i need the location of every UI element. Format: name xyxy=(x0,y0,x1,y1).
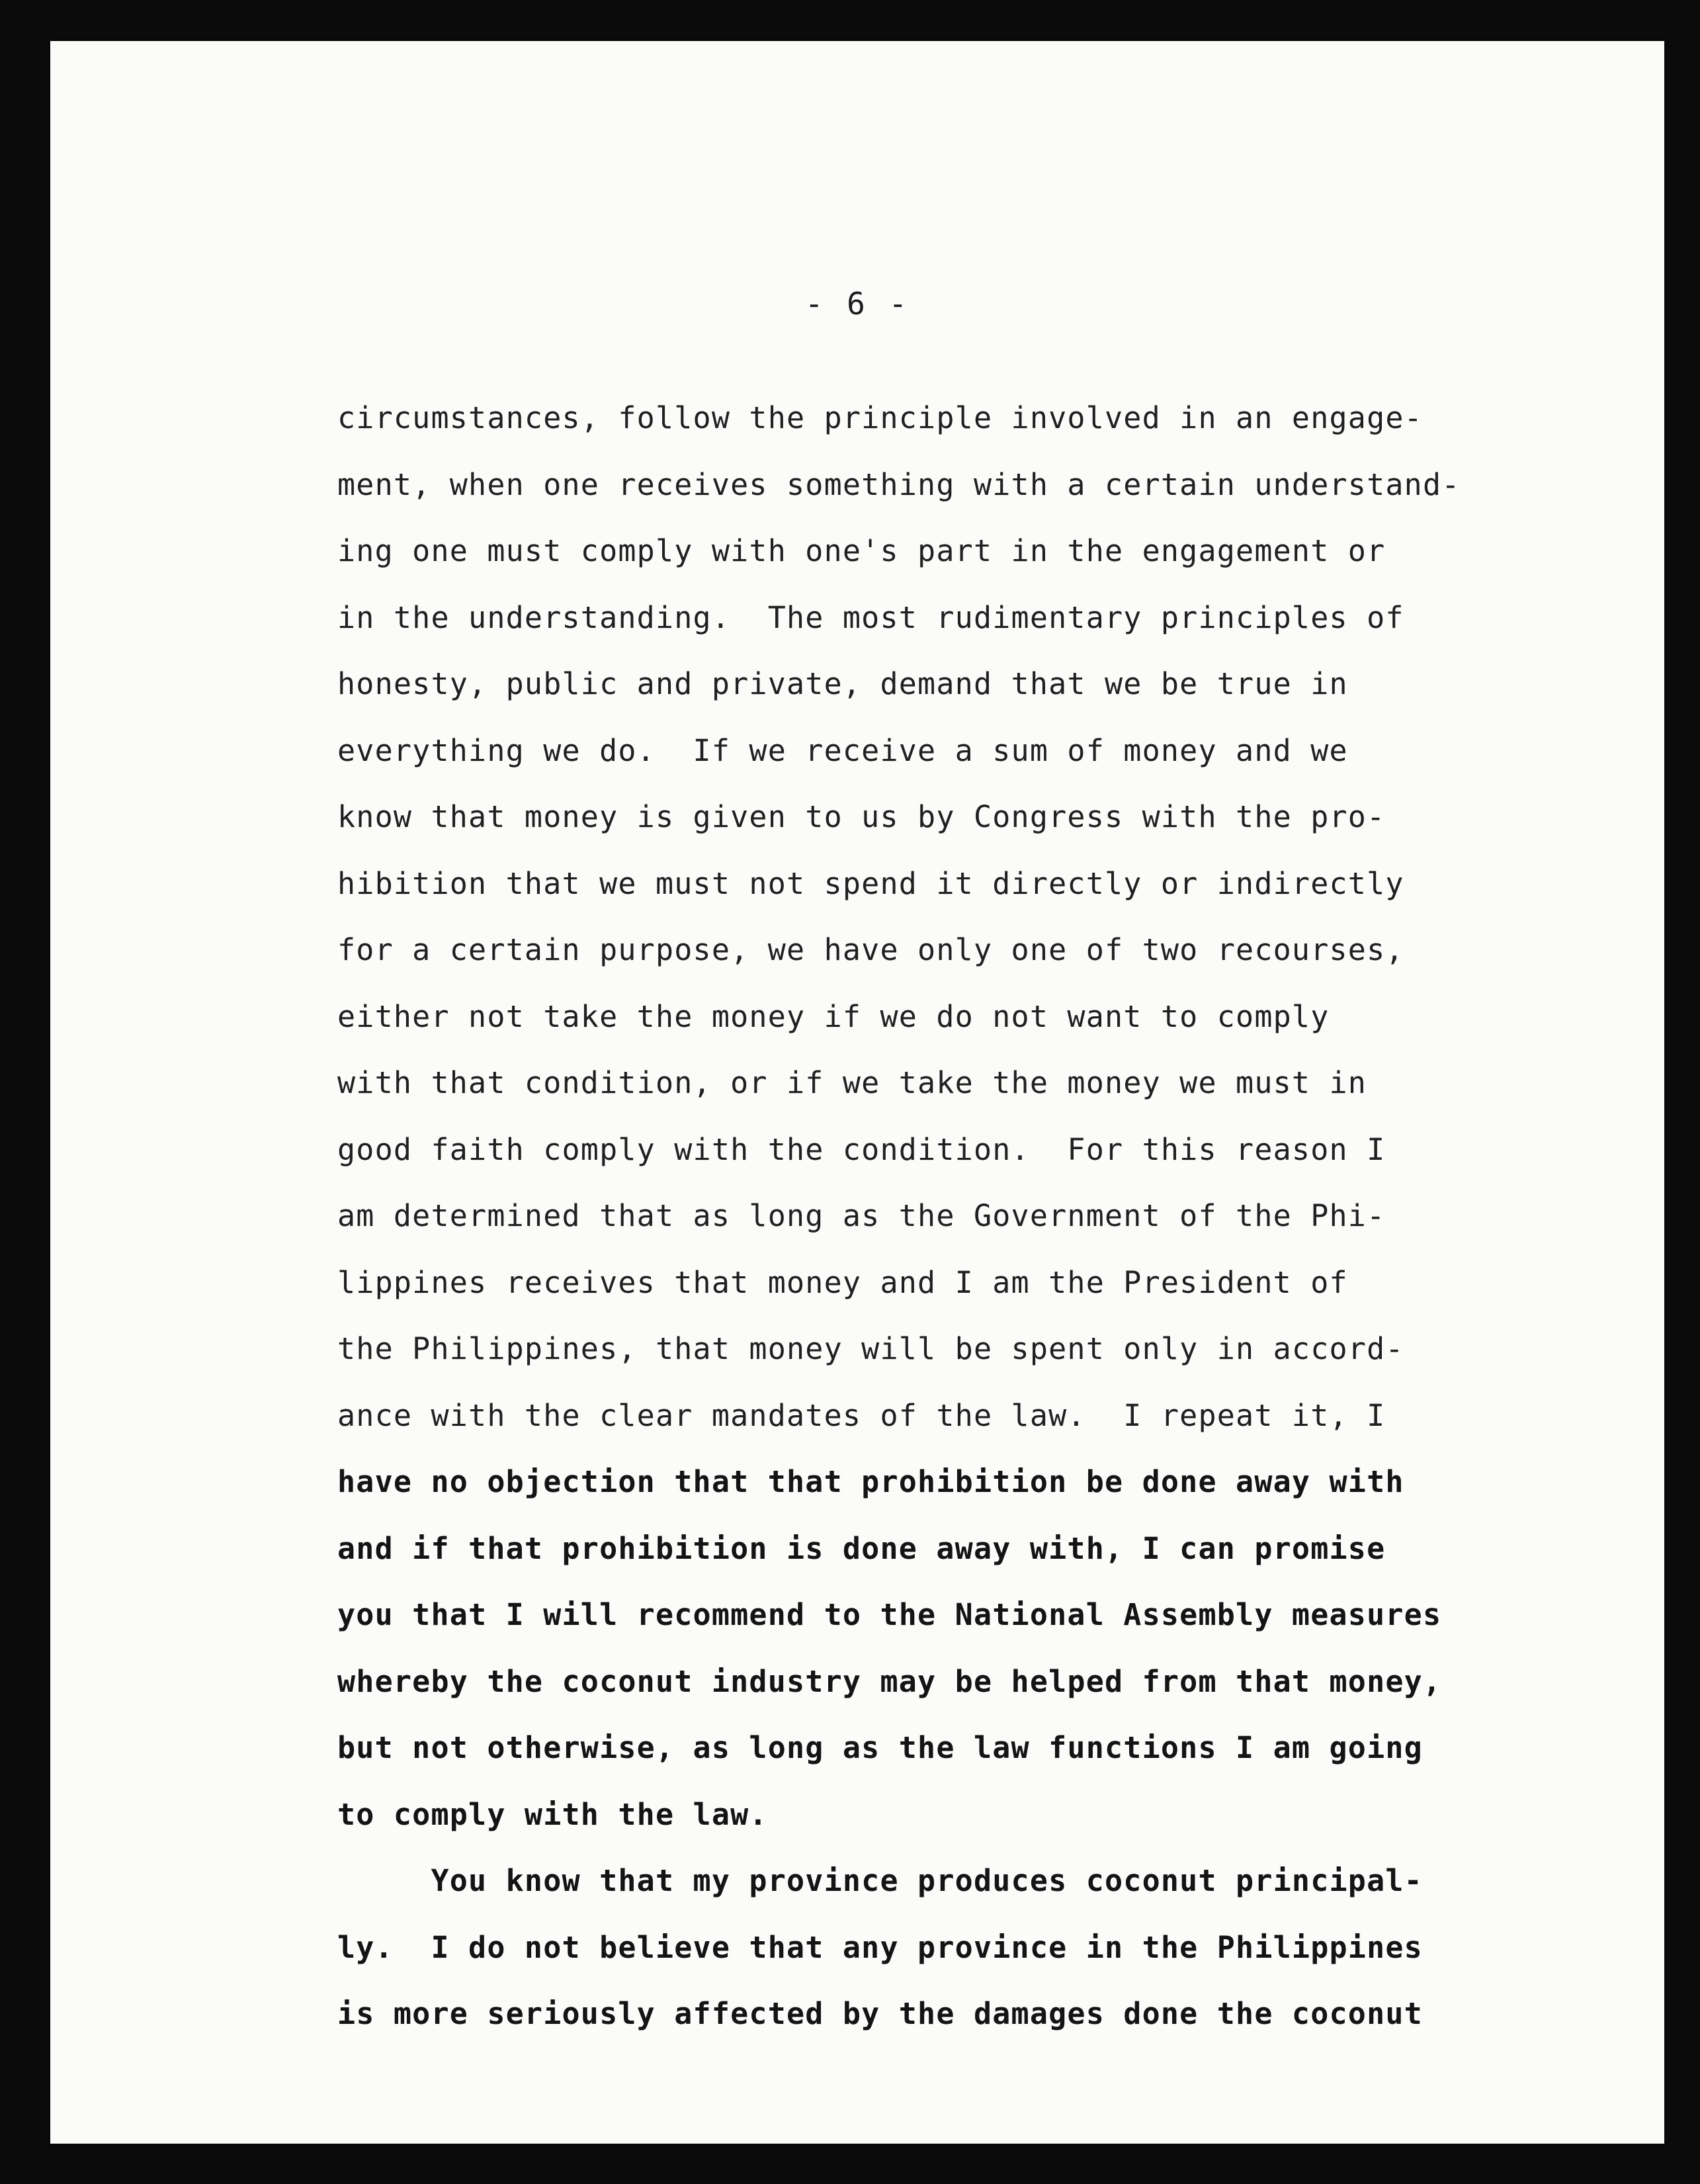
text-line: am determined that as long as the Government of the Phi- xyxy=(337,1198,1386,1233)
text-line: but not otherwise, as long as the law functions I am going xyxy=(337,1730,1423,1765)
text-line: ment, when one receives something with a certain understand- xyxy=(337,466,1461,502)
text-line: ance with the clear mandates of the law. I repeat it, I xyxy=(337,1397,1386,1433)
body-text xyxy=(337,385,1634,2048)
text-line: have no objection that that prohibition be done away with xyxy=(337,1464,1404,1499)
text-line: you that I will recommend to the National Assembly measures xyxy=(337,1597,1442,1632)
text-line: lippines receives that money and I am the President of xyxy=(337,1264,1348,1300)
page-number: - 6 - xyxy=(804,286,910,322)
text-line: either not take the money if we do not want to comply xyxy=(337,998,1330,1034)
document-page xyxy=(50,41,1664,2144)
text-line: and if that prohibition is done away with, I can promise xyxy=(337,1530,1386,1566)
text-line: in the understanding. The most rudimentary principles of xyxy=(337,599,1404,635)
text-line: circumstances, follow the principle involved in an engage- xyxy=(337,400,1423,435)
text-line: ing one must comply with one's part in the engagement or xyxy=(337,533,1386,568)
text-line: whereby the coconut industry may be helped from that money, xyxy=(337,1663,1442,1699)
text-line: with that condition, or if we take the money we must in xyxy=(337,1065,1367,1100)
text-line: to comply with the law. xyxy=(337,1796,768,1832)
text-line: You know that my province produces coconut principal- xyxy=(337,1863,1423,1898)
text-line: know that money is given to us by Congress with the pro- xyxy=(337,799,1386,834)
paragraph-2 xyxy=(337,1848,1634,2048)
text-line: the Philippines, that money will be spent only in accord- xyxy=(337,1331,1404,1366)
text-line: good faith comply with the condition. For this reason I xyxy=(337,1131,1386,1167)
text-line: ly. I do not believe that any province in the Philippines xyxy=(337,1929,1423,1965)
text-line: is more seriously affected by the damages done the coconut xyxy=(337,1996,1423,2031)
text-line: hibition that we must not spend it directly or indirectly xyxy=(337,865,1404,901)
text-line: everything we do. If we receive a sum of money and we xyxy=(337,732,1348,768)
text-line: honesty, public and private, demand that we be true in xyxy=(337,666,1348,701)
paragraph-1 xyxy=(337,385,1634,1848)
text-line: for a certain purpose, we have only one of two recourses, xyxy=(337,932,1404,967)
